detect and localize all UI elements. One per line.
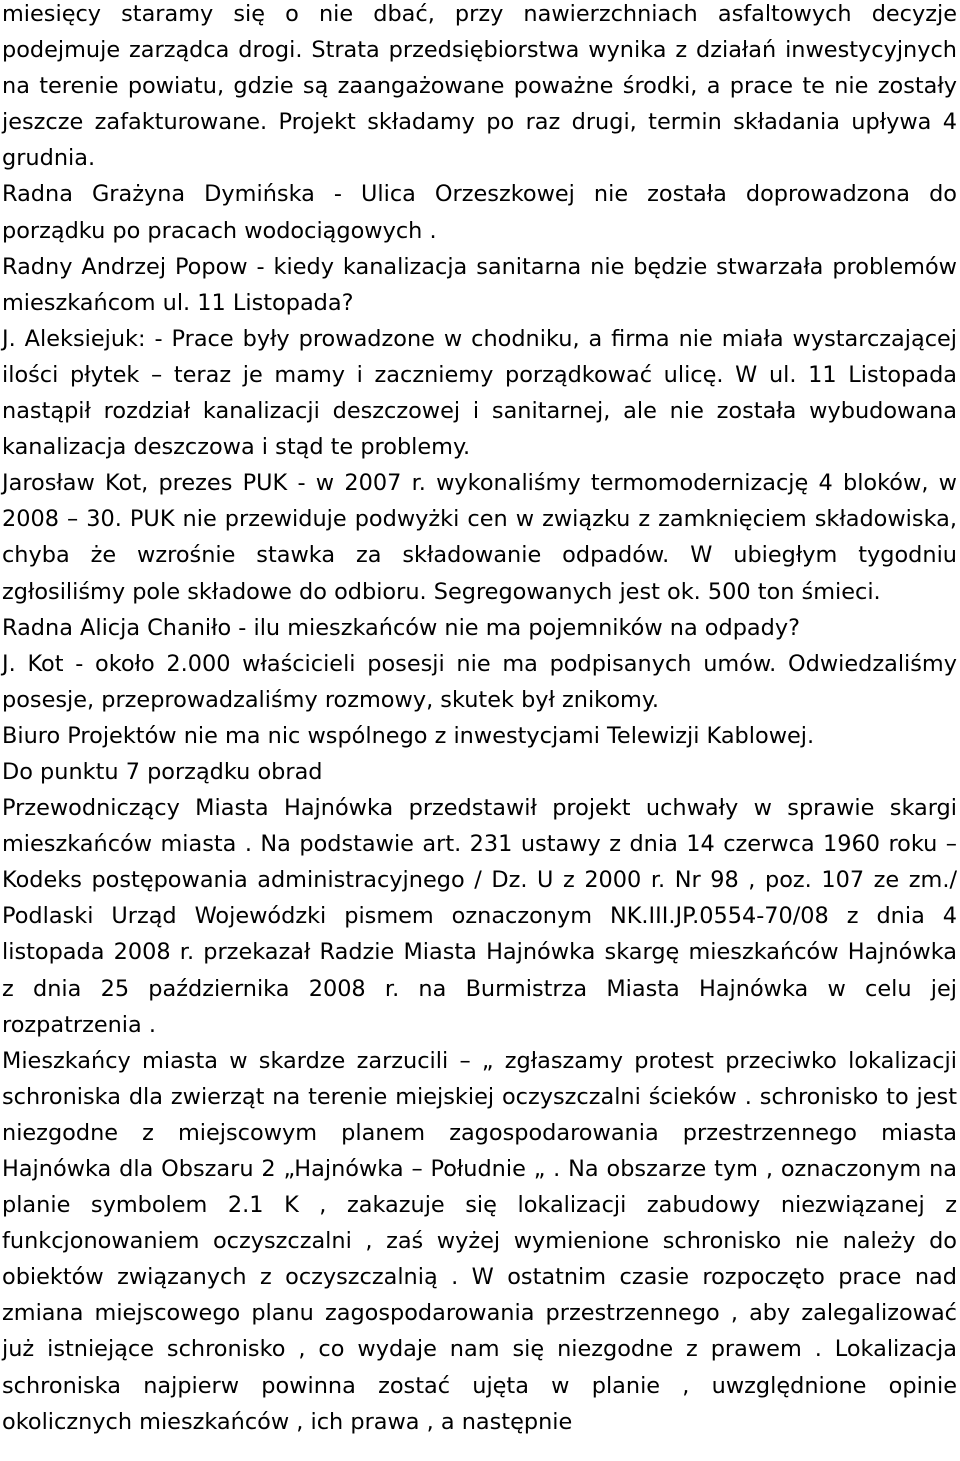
paragraph-dyminska: Radna Grażyna Dymińska - Ulica Orzeszkowej nie została doprowadzona do porządku po pracach wodociągowych . <box>2 181 957 244</box>
paragraph-kot-answer: J. Kot - około 2.000 właścicieli posesji nie ma podpisanych umów. Odwiedzaliśmy posesje, przeprowadzaliśmy rozmowy, skutek był znikomy. <box>2 650 957 713</box>
paragraph-complaint-intro: Przewodniczący Miasta Hajnówka przedstawił projekt uchwały w sprawie skargi mieszkańców miasta . Na podstawie art. 231 ustawy z dnia 14 czerwca 1960 roku – Kodeks postępowania administracyjnego / Dz. U z 2000 r. Nr 98 , poz. 107 ze zm./ Podlaski Urząd Wojewódzki pismem oznaczonym NK.III.JP.0554-70/08 z dnia 4 listopada 2008 r. przekazał Radzie Miasta Hajnówka skargę mieszkańców Hajnówka z dnia 25 października 2008 r. na Burmistrza Miasta Hajnówka w celu jej rozpatrzenia . <box>2 795 957 1038</box>
document-page <box>2 0 957 1440</box>
paragraph-kot-puk: Jarosław Kot, prezes PUK - w 2007 r. wykonaliśmy termomodernizację 4 bloków, w 2008 – 30. PUK nie przewiduje podwyżki cen w związku z zamknięciem składowiska, chyba że wzrośnie stawka za składowanie odpadów. W ubiegłym tygodniu zgłosiliśmy pole składowe do odbioru. Segregowanych jest ok. 500 ton śmieci. <box>2 470 957 605</box>
paragraph-chanilo: Radna Alicja Chaniło - ilu mieszkańców nie ma pojemników na odpady? <box>2 614 800 641</box>
paragraph-continuation: miesięcy staramy się o nie dbać, przy nawierzchniach asfaltowych decyzje podejmuje zarządca drogi. Strata przedsiębiorstwa wynika z działań inwestycyjnych na terenie powiatu, gdzie są zaangażowane poważne środki, a prace te nie zostały jeszcze zafakturowane. Projekt składamy po raz drugi, termin składania upływa 4 grudnia. <box>2 1 957 172</box>
paragraph-complaint-content: Mieszkańcy miasta w skardze zarzucili – „ zgłaszamy protest przeciwko lokalizacji schroniska dla zwierząt na terenie miejskiej oczyszczalni ścieków . schronisko to jest niezgodne z miejscowym planem zagospodarowania przestrzennego miasta Hajnówka dla Obszaru 2 „Hajnówka – Południe „ . Na obszarze tym , oznaczonym na planie symbolem 2.1 K , zakazuje się lokalizacji zabudowy niezwiązanej z funkcjonowaniem oczyszczalni , zaś wyżej wymienione schronisko nie należy do obiektów związanych z oczyszczalnią . W ostatnim czasie rozpoczęto prace nad zmiana miejscowego planu zagospodarowania przestrzennego , aby zalegalizować już istniejące schronisko , co wydaje nam się niezgodne z prawem . Lokalizacja schroniska najpierw powinna zostać ujęta w planie , uwzględnione opinie okolicznych mieszkańców , ich prawa , a następnie <box>2 1047 957 1435</box>
paragraph-aleksiejuk: J. Aleksiejuk: - Prace były prowadzone w chodniku, a firma nie miała wystarczającej ilości płytek – teraz je mamy i zaczniemy porządkować ulicę. W ul. 11 Listopada nastąpił rozdział kanalizacji deszczowej i sanitarnej, ale nie została wybudowana kanalizacja deszczowa i stąd te problemy. <box>2 325 957 461</box>
paragraph-popow: Radny Andrzej Popow - kiedy kanalizacja sanitarna nie będzie stwarzała problemów mieszkańcom ul. 11 Listopada? <box>2 253 957 316</box>
paragraph-biuro-projektow: Biuro Projektów nie ma nic wspólnego z inwestycjami Telewizji Kablowej. <box>2 722 815 749</box>
agenda-item-heading: Do punktu 7 porządku obrad <box>2 758 323 785</box>
